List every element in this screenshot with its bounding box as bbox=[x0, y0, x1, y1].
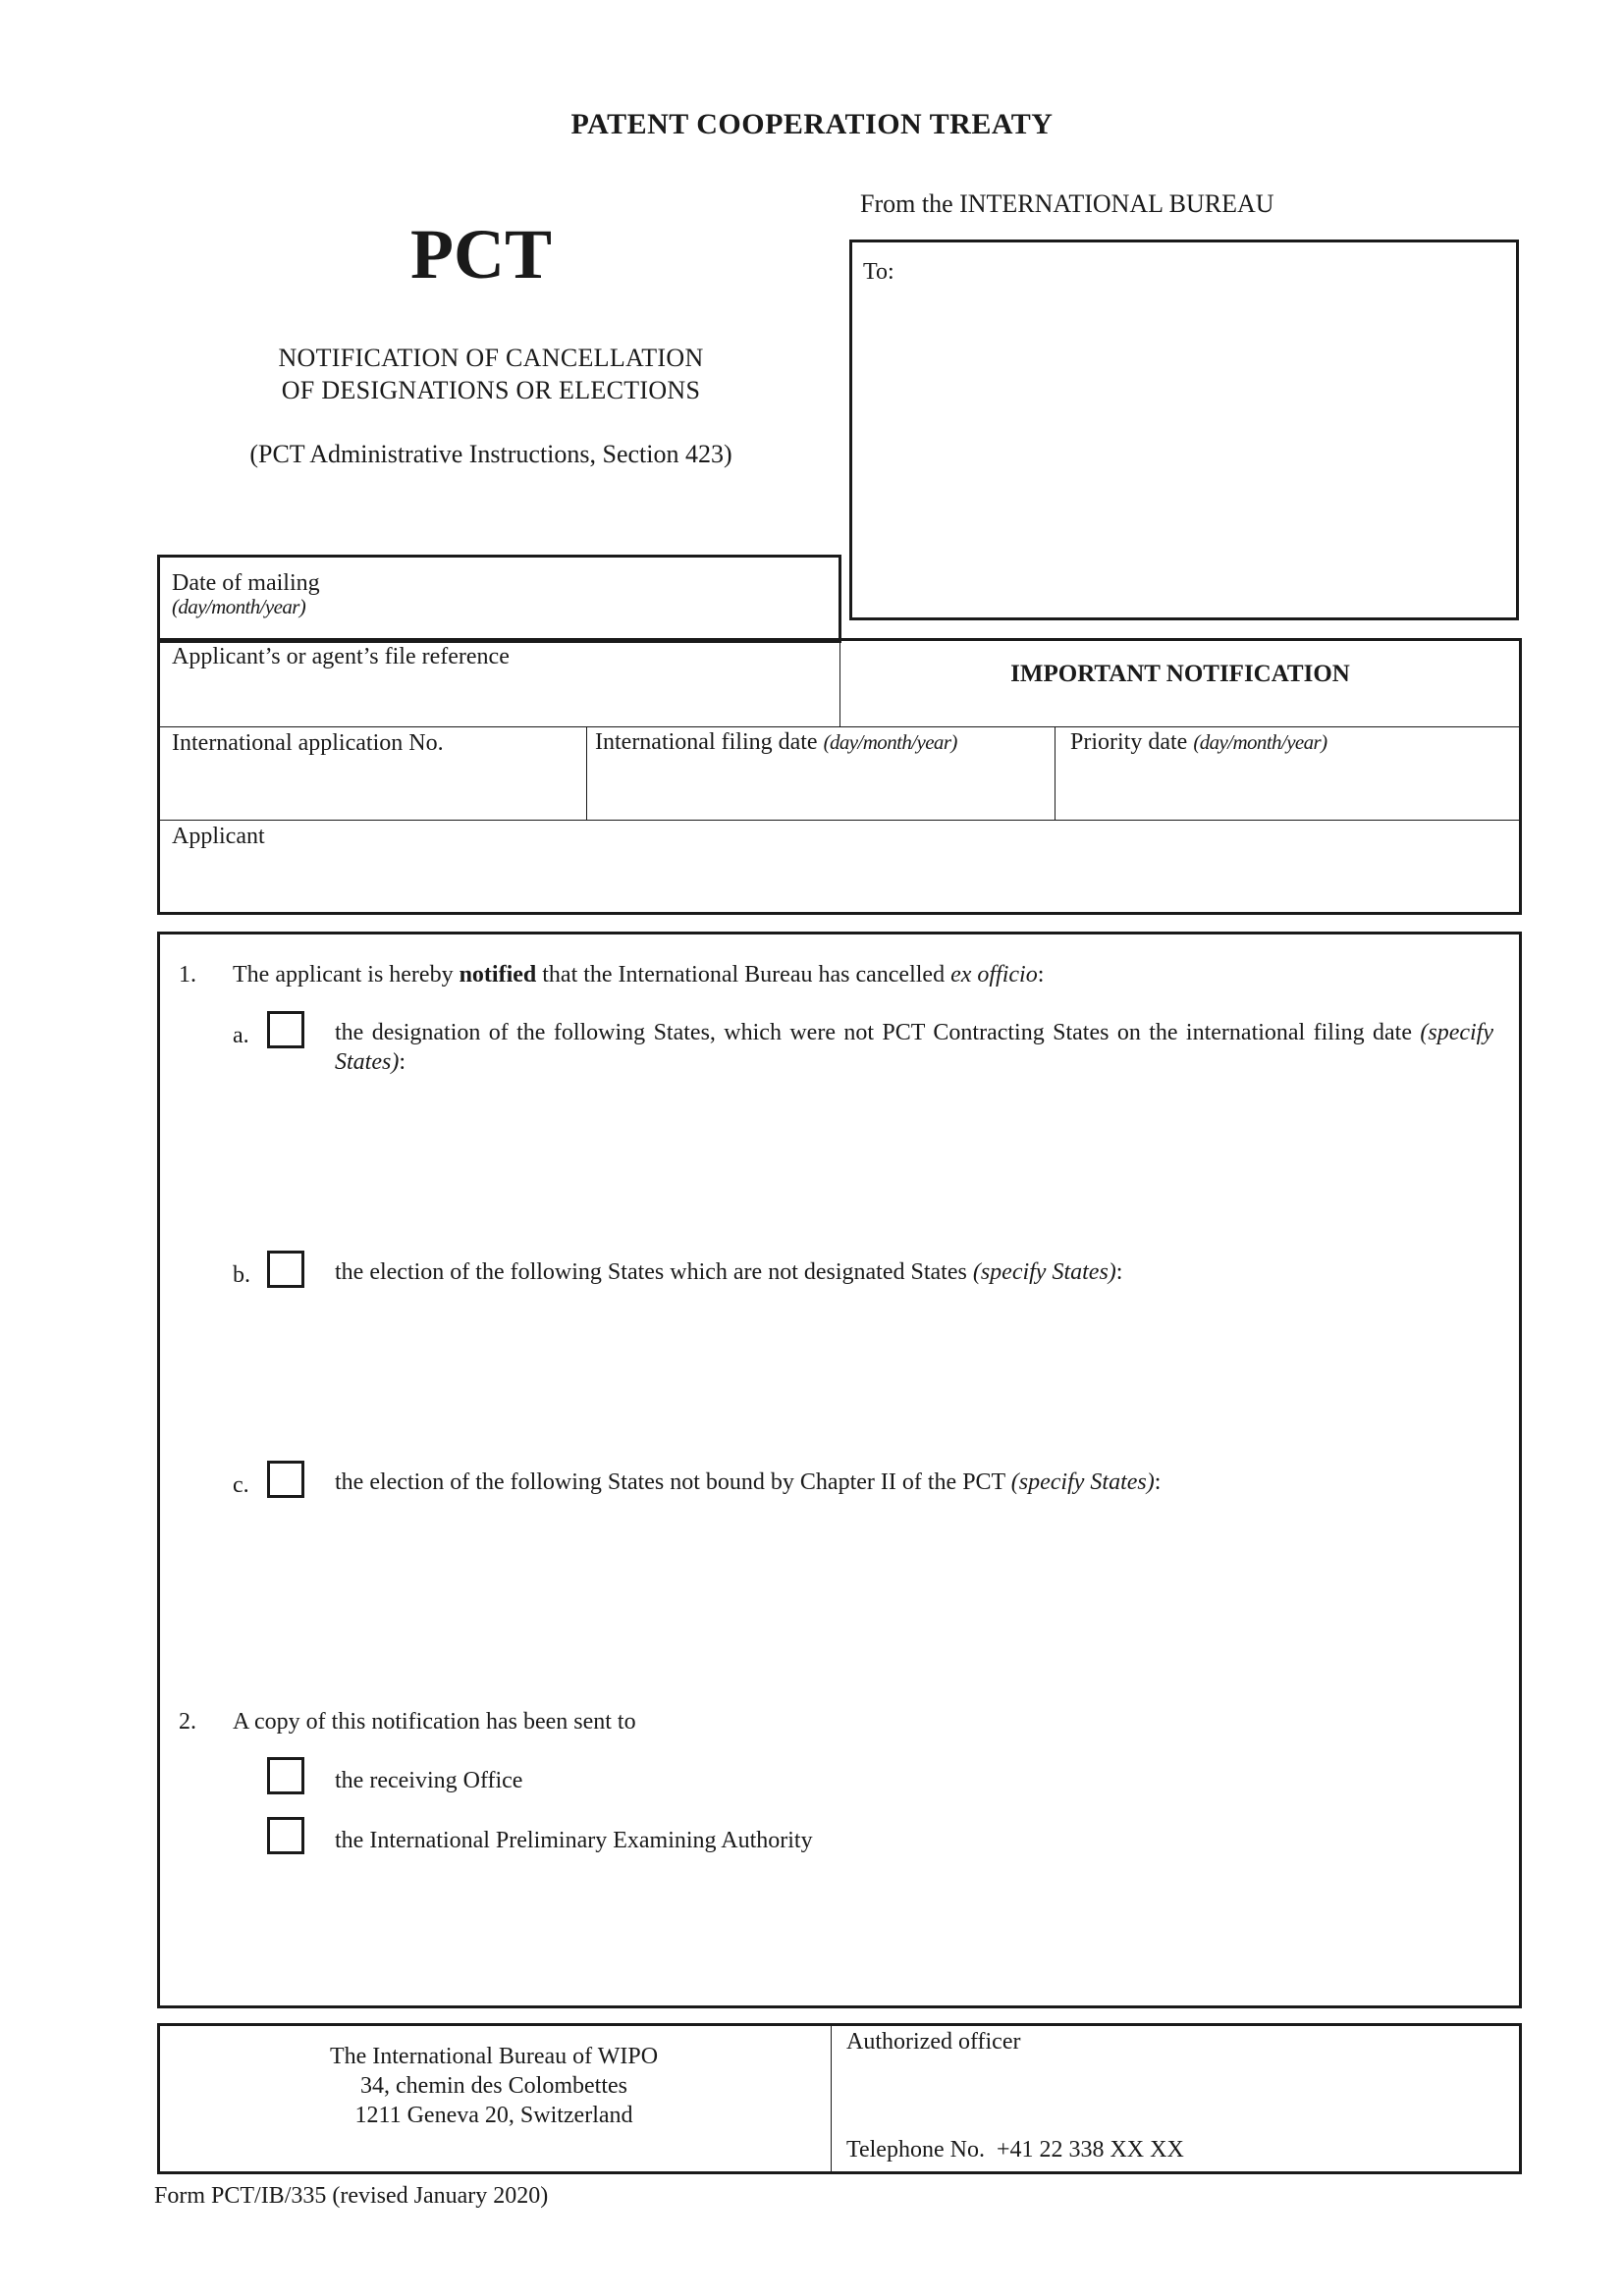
ipea-label: the International Preliminary Examining Authority bbox=[335, 1828, 813, 1853]
divider bbox=[157, 726, 1522, 727]
item-a-text-main: the designation of the following States, which were not PCT Contracting States on the international filing date bbox=[335, 1020, 1421, 1045]
section-1-text-b: that the International Bureau has cancelled bbox=[536, 962, 951, 988]
item-a-end: : bbox=[399, 1049, 406, 1075]
item-b-text bbox=[335, 1257, 1122, 1287]
item-a-letter: a. bbox=[233, 1023, 249, 1048]
date-of-mailing-format: (day/month/year) bbox=[172, 595, 306, 618]
telephone-label: Telephone No. +41 22 338 XX XX bbox=[846, 2137, 1184, 2163]
wipo-address-line3: 1211 Geneva 20, Switzerland bbox=[354, 2103, 633, 2128]
filing-date-text: International filing date bbox=[595, 729, 818, 755]
pct-logo-text: PCT bbox=[410, 215, 552, 294]
date-of-mailing-label: Date of mailing bbox=[172, 570, 320, 596]
receiving-office-label: the receiving Office bbox=[335, 1768, 523, 1793]
priority-date-text: Priority date bbox=[1070, 729, 1188, 755]
divider bbox=[839, 638, 840, 726]
priority-date-format: (day/month/year) bbox=[1193, 730, 1327, 754]
item-c-italic: (specify States) bbox=[1010, 1469, 1155, 1495]
item-c-end: : bbox=[1154, 1469, 1162, 1495]
filing-date-format: (day/month/year) bbox=[823, 730, 957, 754]
section-1-end: : bbox=[1037, 962, 1045, 988]
form-title-line2: OF DESIGNATIONS OR ELECTIONS bbox=[281, 376, 701, 404]
priority-date-label bbox=[1070, 728, 1327, 756]
wipo-address-line1: The International Bureau of WIPO bbox=[329, 2044, 659, 2069]
section-1-number: 1. bbox=[179, 962, 196, 988]
filing-date-label bbox=[595, 728, 957, 756]
authorized-officer-label: Authorized officer bbox=[846, 2029, 1021, 2055]
item-a-checkbox[interactable] bbox=[267, 1011, 304, 1048]
item-c-letter: c. bbox=[233, 1472, 249, 1498]
item-b-checkbox[interactable] bbox=[267, 1251, 304, 1288]
item-c-text bbox=[335, 1468, 1161, 1497]
section-2-number: 2. bbox=[179, 1709, 196, 1735]
item-b-letter: b. bbox=[233, 1262, 250, 1288]
item-b-end: : bbox=[1115, 1259, 1123, 1285]
important-notification-heading: IMPORTANT NOTIFICATION bbox=[1010, 661, 1350, 687]
item-b-italic: (specify States) bbox=[972, 1259, 1116, 1285]
treaty-title: PATENT COOPERATION TREATY bbox=[570, 108, 1054, 140]
application-number-label: International application No. bbox=[172, 730, 444, 756]
item-a-italic: (specify States) bbox=[335, 1020, 1493, 1075]
divider bbox=[1055, 726, 1056, 820]
item-c-text-main: the election of the following States not bound by Chapter II of the PCT bbox=[335, 1469, 1011, 1495]
applicant-label: Applicant bbox=[172, 824, 265, 849]
section-2-text: A copy of this notification has been sent to bbox=[233, 1709, 636, 1735]
section-1-bold: notified bbox=[459, 962, 537, 988]
addressee-box[interactable] bbox=[849, 240, 1519, 620]
form-title-line1: NOTIFICATION OF CANCELLATION bbox=[278, 344, 704, 372]
receiving-office-checkbox[interactable] bbox=[267, 1757, 304, 1794]
form-identifier: Form PCT/IB/335 (revised January 2020) bbox=[154, 2183, 549, 2209]
form-subtitle: (PCT Administrative Instructions, Section 423) bbox=[249, 440, 732, 468]
section-1-italic: ex officio bbox=[950, 962, 1038, 988]
section-1-text-a: The applicant is hereby bbox=[233, 962, 460, 988]
section-1-text bbox=[233, 961, 1044, 988]
to-label: To: bbox=[863, 259, 894, 285]
wipo-address-line2: 34, chemin des Colombettes bbox=[360, 2073, 627, 2099]
divider bbox=[831, 2023, 832, 2174]
divider bbox=[157, 820, 1522, 821]
divider bbox=[586, 726, 587, 820]
item-a-text bbox=[335, 1018, 1493, 1077]
item-b-text-main: the election of the following States which are not designated States bbox=[335, 1259, 973, 1285]
ipea-checkbox[interactable] bbox=[267, 1817, 304, 1854]
file-reference-label: Applicant’s or agent’s file reference bbox=[172, 644, 510, 669]
item-c-checkbox[interactable] bbox=[267, 1461, 304, 1498]
from-label: From the INTERNATIONAL BUREAU bbox=[860, 189, 1274, 218]
